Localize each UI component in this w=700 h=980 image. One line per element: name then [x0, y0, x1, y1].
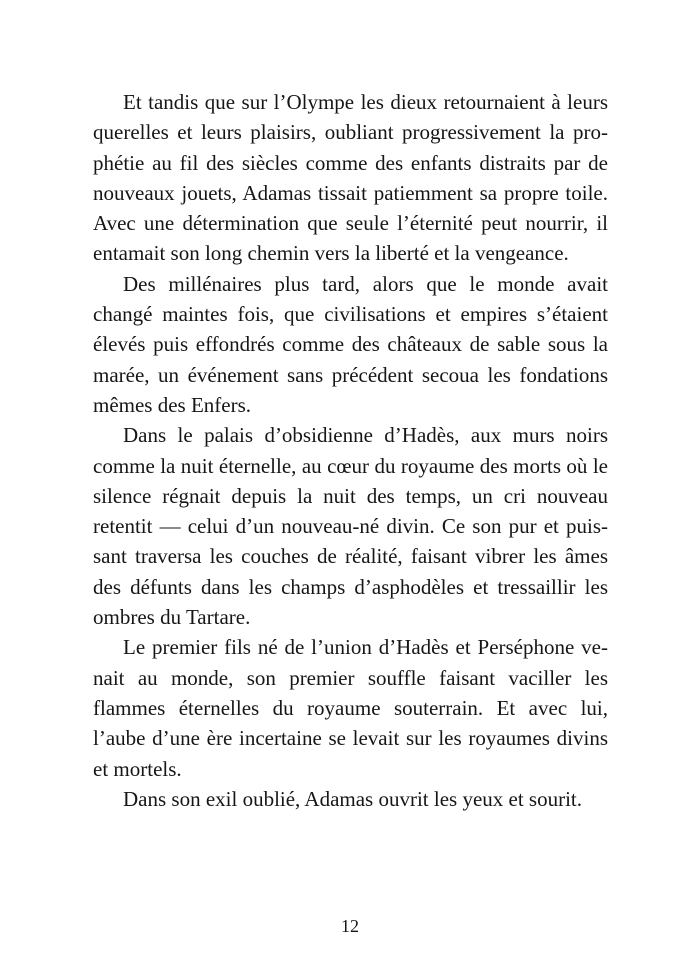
page-number: 12 [341, 916, 359, 936]
paragraph-1: Et tandis que sur l’Olympe les dieux retournaient à leurs querelles et leurs plaisirs, oubliant progressivement la prophétie au fil des siècles comme des enfants distraits par de nouveaux jouets, Adamas tissait patiemment sa propre toile. Avec une détermination que seule l’éternité peut nourrir, il entamait son long chemin vers la liberté et la vengeance. [93, 90, 608, 266]
paragraph-4: Le premier fils né de l’union d’Hadès et Perséphone venait au monde, son premier souffle faisant vaciller les flammes éternelles du royaume souterrain. Et avec lui, l’aube d’une ère incertaine se levait sur les royaumes divins et mortels. [93, 635, 608, 781]
paragraph-5: Dans son exil oublié, Adamas ouvrit les yeux et sourit. [123, 786, 583, 811]
paragraph-3: Dans le palais d’obsidienne d’Hadès, aux murs noirs comme la nuit éternelle, au cœur du royaume des morts où le silence régnait depuis la nuit des temps, un cri nouveau retentit — celui d’un nouveau-né divin. Ce son pur et puissant traversa les couches de réalité, faisant vibrer les âmes des défunts dans les champs d’asphodèles et tressaillir les ombres du Tartare. [93, 423, 608, 630]
body-text [93, 87, 608, 814]
paragraph-2: Des millénaires plus tard, alors que le monde avait changé maintes fois, que civilisations et empires s’étaient élevés puis effondrés comme des châteaux de sable sous la marée, un événement sans précédent secoua les fondations mêmes des Enfers. [93, 271, 608, 417]
